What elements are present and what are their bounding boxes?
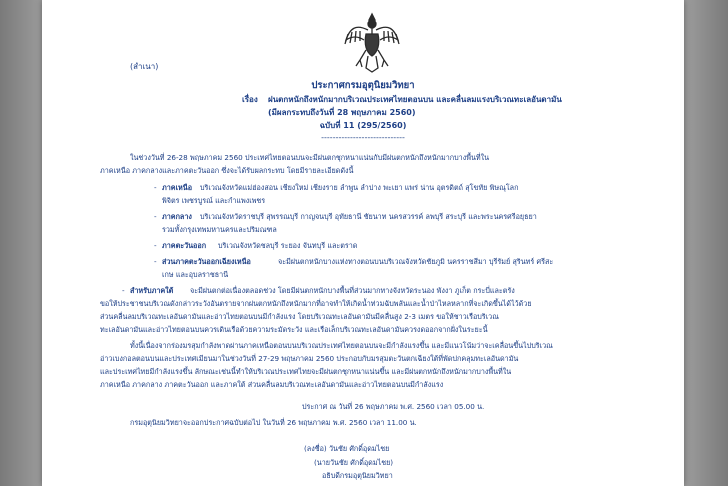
garuda-emblem xyxy=(342,10,402,74)
east-line-1: บริเวณจังหวัดชลบุรี ระยอง จันทบุรี และตราด xyxy=(218,241,358,250)
copy-mark: (สำเนา) xyxy=(130,62,159,71)
central-label: ภาคกลาง xyxy=(162,212,192,221)
northeast-line-2: เกษ และอุบลราชธานี xyxy=(162,270,229,279)
signer-name: (นายวันชัย ศักดิ์อุดมไชย) xyxy=(314,458,394,467)
south-line-3: ส่วนคลื่นลมบริเวณทะเลอันดามันและอ่าวไทยตอนบนมีกำลังแรง โดยบริเวณทะเลอันดามันมีคลื่นสูง 2-3 เมตร ขอให้ชาวเรือบริเวณ xyxy=(100,312,499,321)
subject-text: ฝนตกหนักถึงหนักมากบริเวณประเทศไทยตอนบน และคลื่นลมแรงบริเวณทะเลอันดามัน xyxy=(268,95,562,104)
south-line-1: จะมีฝนตกต่อเนื่องตลอดช่วง โดยมีฝนตกหนักบางพื้นที่ส่วนมากทางจังหวัดระนอง พังงา ภูเก็ต กระบี่และตรัง xyxy=(190,286,515,295)
signature-line: (ลงชื่อ) วันชัย ศักดิ์อุดมไชย xyxy=(304,444,390,453)
south-label: สำหรับภาคใต้ xyxy=(130,286,174,295)
valid-note: (มีผลกระทบถึงวันที่ 28 พฤษภาคม 2560) xyxy=(268,108,416,117)
intro-line-2: ภาคเหนือ ภาคกลางและภาคตะวันออก ซึ่งจะได้รับผลกระทบ โดยมีรายละเอียดดังนี้ xyxy=(100,166,354,175)
announced-date: ประกาศ ณ วันที่ 26 พฤษภาคม พ.ศ. 2560 เวลา 05.00 น. xyxy=(302,402,485,411)
northeast-line-1: จะมีฝนตกหนักบางแห่งทางตอนบนบริเวณจังหวัดชัยภูมิ นครราชสีมา บุรีรัมย์ สุรินทร์ ศรีสะ xyxy=(278,257,554,266)
after-line-2: อ่าวเบงกอลตอนบนและประเทศเมียนมาในช่วงวันที่ 27-29 พฤษภาคม 2560 ประกอบกับมรสุมตะวันตกเฉียงใต้ที่พัดปกคลุมทะเลอันดามัน xyxy=(100,354,519,363)
signer-position: อธิบดีกรมอุตุนิยมวิทยา xyxy=(322,471,393,480)
after-line-4: ภาคเหนือ ภาคกลาง ภาคตะวันออก และภาคใต้ ส่วนคลื่นลมบริเวณทะเลอันดามันและอ่าวไทยตอนบนมีกำลังแรง xyxy=(100,380,444,389)
divider: ----------------------------- xyxy=(321,133,405,142)
intro-line-1: ในช่วงวันที่ 26-28 พฤษภาคม 2560 ประเทศไทยตอนบนจะมีฝนตกชุกหนาแน่นกับมีฝนตกหนักถึงหนักมากบางพื้นที่ใน xyxy=(130,153,490,162)
bullet-icon: - xyxy=(154,257,157,266)
central-line-1: บริเวณจังหวัดราชบุรี สุพรรณบุรี กาญจนบุรี อุทัยธานี ชัยนาท นครสวรรค์ ลพบุรี สระบุรี และพระนครศรีอยุธยา xyxy=(200,212,537,221)
bullet-icon: - xyxy=(122,286,125,295)
subject-label: เรื่อง xyxy=(242,95,258,104)
northeast-label: ส่วนภาคตะวันออกเฉียงเหนือ xyxy=(162,257,251,266)
south-line-4: ทะเลอันดามันและอ่าวไทยตอนบนควรเดินเรือด้วยความระมัดระวัง และเรือเล็กบริเวณทะเลอันดามันควรงดออกจากฝั่งในระยะนี้ xyxy=(100,325,488,334)
north-line-2: พิจิตร เพชรบูรณ์ และกำแพงเพชร xyxy=(162,196,266,205)
bullet-icon: - xyxy=(154,212,157,221)
after-line-3: และประเทศไทยมีกำลังแรงขึ้น ลักษณะเช่นนี้ทำให้บริเวณประเทศไทยจะมีฝนตกชุกหนาแน่นขึ้น และมีฝนตกหนักถึงหนักมากบางพื้นที่ใน xyxy=(100,367,512,376)
east-label: ภาคตะวันออก xyxy=(162,241,207,250)
doc-title: ประกาศกรมอุตุนิยมวิทยา xyxy=(311,80,415,91)
next-issue-note: กรมอุตุนิยมวิทยาจะออกประกาศฉบับต่อไป ในวันที่ 26 พฤษภาคม พ.ศ. 2560 เวลา 11.00 น. xyxy=(130,418,417,427)
central-line-2: รวมทั้งกรุงเทพมหานครและปริมณฑล xyxy=(162,225,277,234)
north-line-1: บริเวณจังหวัดแม่ฮ่องสอน เชียงใหม่ เชียงราย ลำพูน ลำปาง พะเยา แพร่ น่าน อุตรดิตถ์ สุโขทัย พิษณุโลก xyxy=(200,183,519,192)
north-label: ภาคเหนือ xyxy=(162,183,193,192)
issue-number: ฉบับที่ 11 (295/2560) xyxy=(319,121,407,130)
bullet-icon: - xyxy=(154,183,157,192)
south-line-2: ขอให้ประชาชนบริเวณดังกล่าวระวังอันตรายจากฝนตกหนักถึงหนักมากที่อาจทำให้เกิดน้ำท่วมฉับพลันและน้ำป่าไหลหลากที่จะเกิดขึ้นได้ไว้ด้วย xyxy=(100,299,532,308)
after-line-1: ทั้งนี้เนื่องจากร่องมรสุมกำลังพาดผ่านภาคเหนือตอนบนบริเวณประเทศไทยตอนบนจะมีกำลังแรงขึ้น และมีแนวโน้มว่าจะเคลื่อนขึ้นไปบริเวณ xyxy=(130,341,553,350)
bullet-icon: - xyxy=(154,241,157,250)
document-page xyxy=(42,0,684,486)
